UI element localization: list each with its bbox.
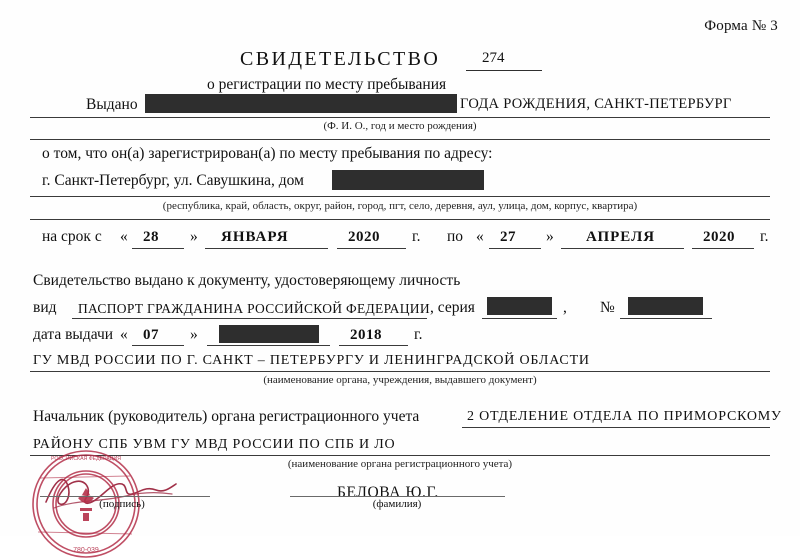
- term-g-2: г.: [760, 228, 769, 245]
- issue-year-rule: [339, 345, 408, 346]
- issue-month-rule: [207, 345, 330, 346]
- chief-office-rule-1: [462, 427, 770, 428]
- signature-rule: [40, 496, 210, 497]
- page-subtitle: о регистрации по месту пребывания: [207, 76, 447, 93]
- identity-series-label: , серия: [430, 299, 475, 316]
- issued-to-tail: ГОДА РОЖДЕНИЯ, САНКТ-ПЕТЕРБУРГ: [460, 96, 732, 112]
- issued-to-rule: [30, 117, 770, 118]
- term-month-to-rule: [561, 248, 684, 249]
- issue-month-redaction: [219, 325, 319, 343]
- term-day-to-rule: [489, 248, 541, 249]
- form-number: Форма № 3: [704, 18, 778, 34]
- surname-rule: [290, 496, 505, 497]
- identity-series-rule: [482, 318, 557, 319]
- issued-to-redaction: [145, 94, 457, 113]
- fio-caption: (Ф. И. О., год и место рождения): [323, 120, 477, 132]
- identity-kind-rule: [72, 318, 427, 319]
- identity-intro: Свидетельство выдано к документу, удостоверяющему личность: [33, 272, 461, 289]
- issue-date-quote-close: »: [190, 326, 198, 343]
- term-year-to-rule: [692, 248, 754, 249]
- address-line: г. Санкт-Петербург, ул. Савушкина, дом: [42, 172, 304, 189]
- identity-kind-value: ПАСПОРТ ГРАЖДАНИНА РОССИЙСКОЙ ФЕДЕРАЦИИ: [78, 301, 430, 316]
- term-quote-open: «: [120, 228, 128, 245]
- svg-text:РОССИЙСКАЯ ФЕДЕРАЦИЯ: РОССИЙСКАЯ ФЕДЕРАЦИЯ: [50, 456, 122, 462]
- surname-caption: (фамилия): [372, 498, 422, 510]
- term-day-to: 27: [500, 229, 516, 245]
- term-day-from-rule: [132, 248, 184, 249]
- issue-date-quote-open: «: [120, 326, 128, 343]
- term-prefix: на срок с: [42, 228, 102, 245]
- issue-date-label: дата выдачи: [33, 326, 114, 343]
- term-month-to: АПРЕЛЯ: [586, 229, 656, 245]
- fio-rule: [30, 139, 770, 140]
- issued-to-label: Выдано: [86, 96, 138, 113]
- chief-office-line-2: РАЙОНУ СПБ УВМ ГУ МВД РОССИИ ПО СПБ И ЛО: [33, 437, 396, 452]
- identity-comma: ,: [563, 299, 567, 316]
- certificate-number-rule: [466, 70, 542, 71]
- address-rule-1: [30, 196, 770, 197]
- signer-surname: БЕЛОВА Ю.Г.: [337, 484, 439, 501]
- signature-caption: (подпись): [99, 498, 145, 510]
- term-quote-open-2: «: [476, 228, 484, 245]
- chief-office-caption: (наименование органа регистрационного учета): [287, 458, 513, 470]
- identity-series-redaction: [487, 297, 552, 315]
- issuing-authority: ГУ МВД РОССИИ ПО Г. САНКТ – ПЕТЕРБУРГУ И ЛЕНИНГРАДСКОЙ ОБЛАСТИ: [33, 353, 590, 368]
- address-redaction: [332, 170, 484, 190]
- identity-number-label: №: [600, 299, 615, 316]
- svg-text:780-039: 780-039: [73, 547, 99, 554]
- term-quote-close-1: »: [190, 228, 198, 245]
- term-month-from: ЯНВАРЯ: [221, 229, 289, 245]
- issue-g: г.: [414, 326, 423, 343]
- term-g-1: г.: [412, 228, 421, 245]
- term-year-from: 2020: [348, 229, 380, 245]
- chief-label: Начальник (руководитель) органа регистрационного учета: [33, 408, 420, 425]
- term-month-from-rule: [205, 248, 328, 249]
- term-day-from: 28: [143, 229, 159, 245]
- term-quote-close-2: »: [546, 228, 554, 245]
- issue-year: 2018: [350, 327, 382, 343]
- issue-day: 07: [143, 327, 159, 343]
- term-year-to: 2020: [703, 229, 735, 245]
- term-year-from-rule: [337, 248, 406, 249]
- term-to-label: по: [447, 228, 464, 245]
- issuing-authority-caption: (наименование органа, учреждения, выдавшего документ): [263, 374, 537, 386]
- issuing-authority-rule: [30, 371, 770, 372]
- identity-number-redaction: [628, 297, 703, 315]
- page-title: СВИДЕТЕЛЬСТВО: [240, 48, 441, 70]
- chief-office-line-1: 2 ОТДЕЛЕНИЕ ОТДЕЛА ПО ПРИМОРСКОМУ: [467, 409, 782, 424]
- issue-day-rule: [132, 345, 184, 346]
- registration-statement: о том, что он(а) зарегистрирован(а) по месту пребывания по адресу:: [42, 145, 493, 162]
- identity-kind-label: вид: [33, 299, 57, 316]
- address-caption: (республика, край, область, округ, район, город, пгт, село, деревня, аул, улица, дом, корпус, квартира): [162, 200, 638, 212]
- certificate-number: 274: [482, 50, 505, 66]
- identity-number-rule: [620, 318, 712, 319]
- address-rule-2: [30, 219, 770, 220]
